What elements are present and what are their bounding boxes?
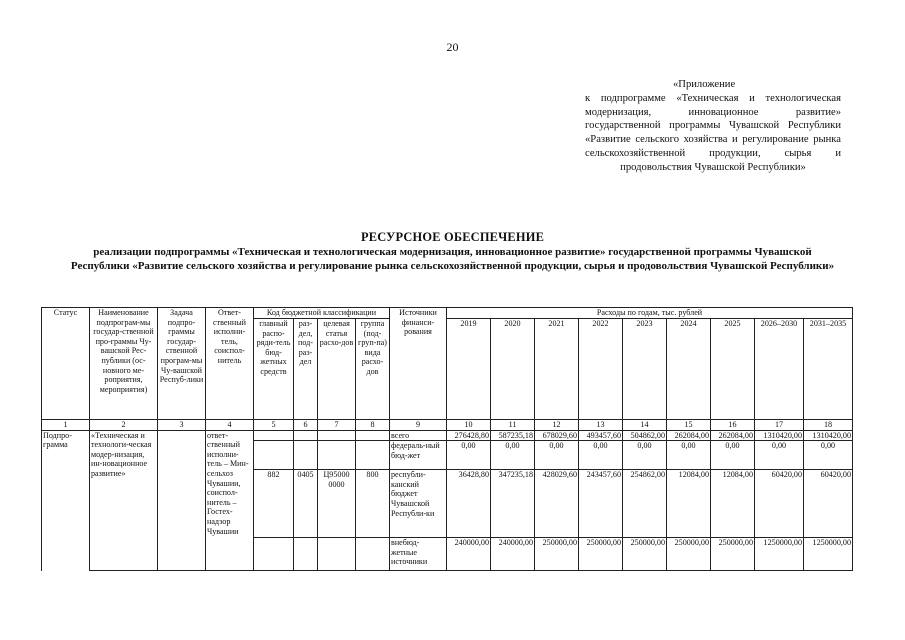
value-cell: 1250000,00 [804, 538, 853, 571]
value-cell: 1250000,00 [755, 538, 804, 571]
value-cell: 0,00 [447, 441, 491, 470]
document-title: РЕСУРСНОЕ ОБЕСПЕЧЕНИЕ [360, 230, 545, 244]
group-cell: 800 [356, 470, 390, 538]
value-cell: 678029,60 [535, 430, 579, 441]
header-year: 2026–2030 [755, 319, 804, 420]
column-number: 14 [623, 420, 667, 431]
value-cell: 0,00 [491, 441, 535, 470]
value-cell: 262084,00 [667, 430, 711, 441]
value-cell: 0,00 [804, 441, 853, 470]
source-cell: федераль-ный бюд-жет [390, 441, 447, 470]
value-cell: 240000,00 [491, 538, 535, 571]
value-cell: 60420,00 [804, 470, 853, 538]
column-number: 7 [318, 420, 356, 431]
value-cell: 276428,80 [447, 430, 491, 441]
value-cell: 12084,00 [667, 470, 711, 538]
gl-cell [254, 430, 294, 441]
value-cell: 0,00 [711, 441, 755, 470]
header-expenses: Расходы по годам, тыс. рублей [447, 308, 853, 319]
header-section: раз-дел, под-раз-дел [294, 319, 318, 420]
header-task: Задача подпро-граммы государ-ственной програм-мы Чу-вашской Респуб-лики [158, 308, 206, 420]
target-cell: Ц95000 0000 [318, 470, 356, 538]
appendix-note [585, 78, 841, 175]
value-cell: 587235,18 [491, 430, 535, 441]
header-name: Наименование подпрограм-мы государ-ственной про-граммы Чу-вашской Рес-публики (ос-новного ме-роприятия, мероприятия) [90, 308, 158, 420]
value-cell: 0,00 [535, 441, 579, 470]
header-target-item: целевая статья расхо-дов [318, 319, 356, 420]
section-cell: 0405 [294, 470, 318, 538]
target-cell [318, 430, 356, 441]
value-cell: 12084,00 [711, 470, 755, 538]
column-number: 17 [755, 420, 804, 431]
header-year: 2023 [623, 319, 667, 420]
document-subtitle: реализации подпрограммы «Техническая и технологическая модернизация, инновационное развитие» государственной программы Чувашской Республики «Развитие сельского хозяйства и регулирование рынка сельскохозяйственной продукции, сырья и продовольствия Чувашской Республики» [70, 246, 835, 272]
source-cell: всего [390, 430, 447, 441]
header-group: группа (под-груп-па) вида расхо-дов [356, 319, 390, 420]
column-number: 11 [491, 420, 535, 431]
group-cell [356, 430, 390, 441]
value-cell: 243457,60 [579, 470, 623, 538]
gl-cell [254, 441, 294, 470]
header-executor: Ответ-ственный исполни-тель, соиспол-нитель [206, 308, 254, 420]
task-cell [158, 430, 206, 571]
column-number: 8 [356, 420, 390, 431]
column-number: 1 [42, 420, 90, 431]
value-cell: 0,00 [623, 441, 667, 470]
value-cell: 250000,00 [667, 538, 711, 571]
column-number: 12 [535, 420, 579, 431]
target-cell [318, 441, 356, 470]
group-cell [356, 538, 390, 571]
table-row [42, 430, 853, 441]
column-number-row [42, 420, 853, 431]
header-year: 2024 [667, 319, 711, 420]
column-number: 18 [804, 420, 853, 431]
column-number: 13 [579, 420, 623, 431]
column-number: 3 [158, 420, 206, 431]
header-year: 2019 [447, 319, 491, 420]
value-cell: 262084,00 [711, 430, 755, 441]
value-cell: 493457,60 [579, 430, 623, 441]
value-cell: 1310420,00 [804, 430, 853, 441]
executor-cell: ответ-ственный исполни-тель – Мин-сельхоз Чувашии, соиспол-нитель – Гостех-надзор Чувашии [206, 430, 254, 571]
column-number: 6 [294, 420, 318, 431]
header-gl-distributor: главный распо-ряди-тель бюд-жетных средств [254, 319, 294, 420]
value-cell: 60420,00 [755, 470, 804, 538]
value-cell: 0,00 [755, 441, 804, 470]
value-cell: 347235,18 [491, 470, 535, 538]
header-budget-code: Код бюджетной классификации [254, 308, 390, 319]
header-status: Статус [42, 308, 90, 420]
section-cell [294, 441, 318, 470]
resource-table [41, 307, 853, 571]
target-cell [318, 538, 356, 571]
value-cell: 250000,00 [535, 538, 579, 571]
group-cell [356, 441, 390, 470]
page-number: 20 [446, 40, 459, 54]
section-cell [294, 430, 318, 441]
column-number: 5 [254, 420, 294, 431]
source-cell: республи-канский бюджет Чувашской Республи-ки [390, 470, 447, 538]
column-number: 15 [667, 420, 711, 431]
value-cell: 240000,00 [447, 538, 491, 571]
column-number: 9 [390, 420, 447, 431]
value-cell: 0,00 [667, 441, 711, 470]
value-cell: 428029,60 [535, 470, 579, 538]
status-cell: Подпро-грамма [42, 430, 90, 571]
gl-cell [254, 538, 294, 571]
column-number: 2 [90, 420, 158, 431]
value-cell: 0,00 [579, 441, 623, 470]
section-cell [294, 538, 318, 571]
value-cell: 1310420,00 [755, 430, 804, 441]
header-year: 2020 [491, 319, 535, 420]
value-cell: 250000,00 [579, 538, 623, 571]
column-number: 4 [206, 420, 254, 431]
program-name-cell: «Техническая и технологи-ческая модер-низация, ин-новационное развитие» [90, 430, 158, 571]
header-year: 2021 [535, 319, 579, 420]
column-number: 10 [447, 420, 491, 431]
value-cell: 250000,00 [623, 538, 667, 571]
gl-cell: 882 [254, 470, 294, 538]
value-cell: 504862,00 [623, 430, 667, 441]
column-number: 16 [711, 420, 755, 431]
value-cell: 254862,00 [623, 470, 667, 538]
header-year: 2022 [579, 319, 623, 420]
value-cell: 36428,80 [447, 470, 491, 538]
appendix-body: к подпрограмме «Техническая и технологическая модернизация, инновационное развитие» государственной программы Чувашской Республики «Развитие сельского хозяйства и регулирование рынка сельскохозяйственной продукции, сырья и продовольствия Чувашской Республики» [585, 92, 841, 173]
appendix-heading: «Приложение [673, 79, 736, 90]
value-cell: 250000,00 [711, 538, 755, 571]
source-cell: внебюд-жетные источники [390, 538, 447, 571]
header-year: 2025 [711, 319, 755, 420]
header-sources: Источники финанси-рования [390, 308, 447, 420]
header-year: 2031–2035 [804, 319, 853, 420]
